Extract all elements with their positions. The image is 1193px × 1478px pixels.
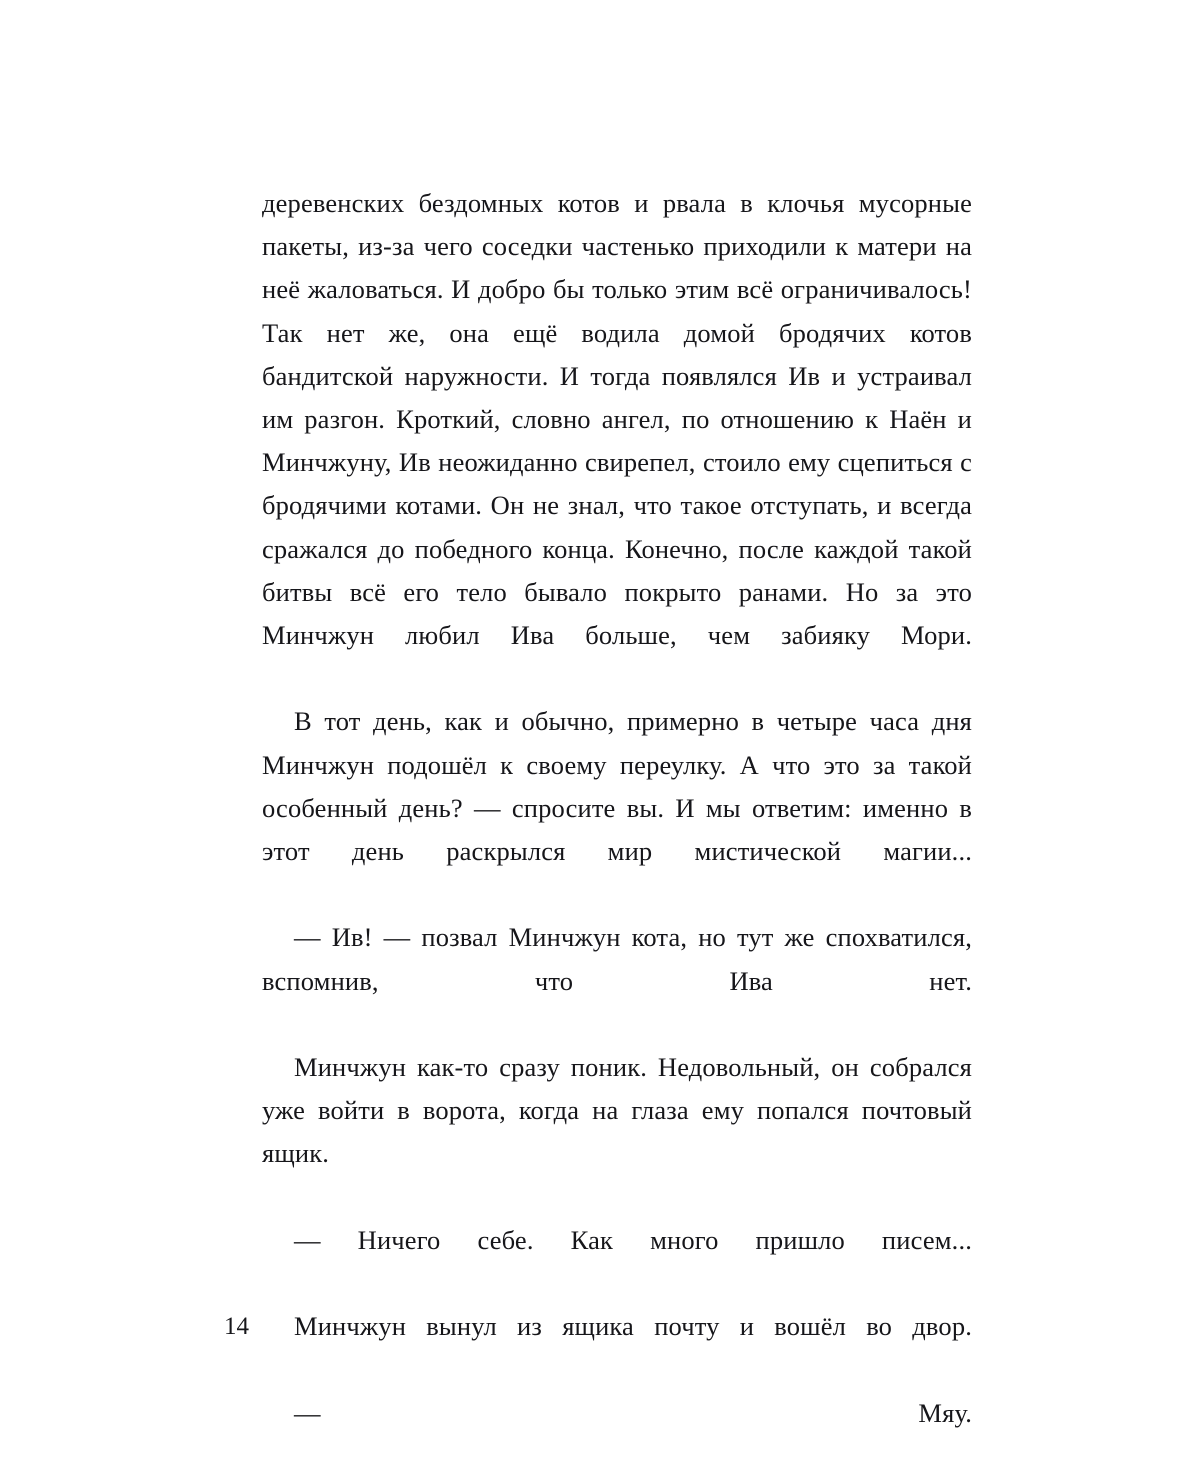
- paragraph: Минчжун как-то сразу поник. Недовольный, он собрался уже войти в ворота, когда на глаза ему попался почтовый ящик.: [262, 1052, 972, 1169]
- page-number: 14: [224, 1313, 249, 1340]
- paragraph: — Ив! — позвал Минчжун кота, но тут же спохватился, вспомнив, что Ива нет.: [262, 922, 972, 996]
- paragraph: — Мяу.: [294, 1397, 972, 1428]
- paragraph: Минчжун вынул из ящика почту и вошёл во двор.: [294, 1311, 972, 1342]
- page-body-text: [262, 182, 972, 1478]
- paragraph: В тот день, как и обычно, примерно в четыре часа дня Минчжун подошёл к своему переулку. А что это за такой особенный день? — спросите вы. И мы ответим: именно в этот день раскрылся мир мистической магии...: [262, 706, 972, 867]
- paragraph: — Ничего себе. Как много пришло писем...: [294, 1224, 972, 1255]
- paragraph: деревенских бездомных котов и рвала в клочья мусорные пакеты, из-за чего соседки частенько приходили к матери на неё жаловаться. И добро бы только этим всё ограничивалось! Так нет же, она ещё водила домой бродячих котов бандитской наружности. И тогда появлялся Ив и устраивал им разгон. Кроткий, словно ангел, по отношению к Наён и Минчжуну, Ив неожиданно свирепел, стоило ему сцепиться с бродячими котами. Он не знал, что такое отступать, и всегда сражался до победного конца. Конечно, после каждой такой битвы всё его тело бывало покрыто ранами. Но за это Минчжун любил Ива больше, чем забияку Мори.: [262, 188, 972, 651]
